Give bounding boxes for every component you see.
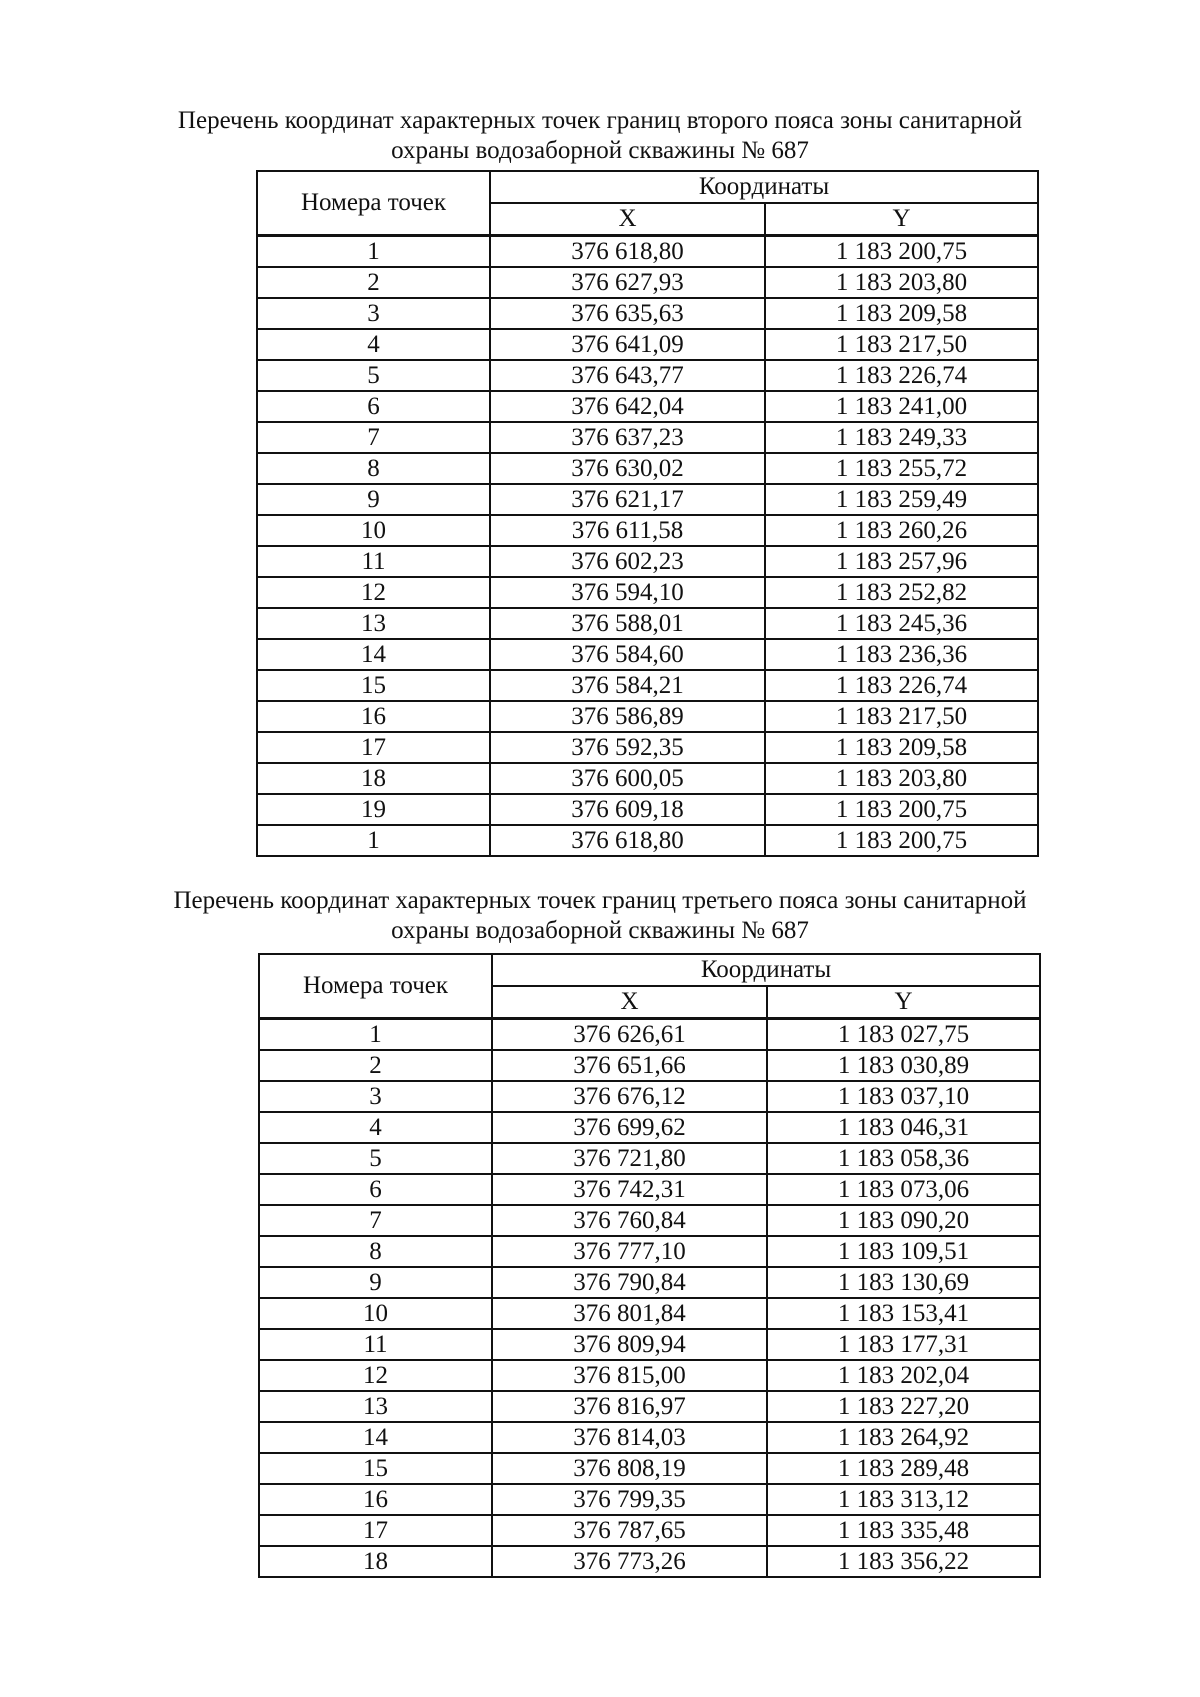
y-coordinate-cell: 1 183 313,12: [767, 1484, 1040, 1515]
table-row: [257, 763, 1038, 794]
y-coordinate-cell: 1 183 257,96: [765, 546, 1038, 577]
point-number-cell: 2: [257, 267, 490, 298]
point-number-cell: 14: [259, 1422, 492, 1453]
x-coordinate-cell: 376 721,80: [492, 1143, 767, 1174]
section-title-zone-3: [150, 886, 1050, 946]
point-number-cell: 17: [257, 732, 490, 763]
x-coordinate-cell: 376 699,62: [492, 1112, 767, 1143]
y-coordinate-cell: 1 183 245,36: [765, 608, 1038, 639]
table-row: [257, 267, 1038, 298]
point-number-cell: 4: [257, 329, 490, 360]
x-coordinate-cell: 376 627,93: [490, 267, 765, 298]
y-coordinate-cell: 1 183 289,48: [767, 1453, 1040, 1484]
x-coordinate-cell: 376 584,60: [490, 639, 765, 670]
point-number-cell: 18: [257, 763, 490, 794]
table-row: [257, 484, 1038, 515]
header-x: X: [490, 203, 765, 236]
y-coordinate-cell: 1 183 037,10: [767, 1081, 1040, 1112]
y-coordinate-cell: 1 183 203,80: [765, 267, 1038, 298]
point-number-cell: 3: [257, 298, 490, 329]
y-coordinate-cell: 1 183 030,89: [767, 1050, 1040, 1081]
y-coordinate-cell: 1 183 260,26: [765, 515, 1038, 546]
table-row: [259, 1236, 1040, 1267]
point-number-cell: 15: [257, 670, 490, 701]
point-number-cell: 16: [259, 1484, 492, 1515]
point-number-cell: 7: [257, 422, 490, 453]
point-number-cell: 9: [259, 1267, 492, 1298]
table-row: [257, 732, 1038, 763]
x-coordinate-cell: 376 621,17: [490, 484, 765, 515]
x-coordinate-cell: 376 588,01: [490, 608, 765, 639]
y-coordinate-cell: 1 183 217,50: [765, 701, 1038, 732]
x-coordinate-cell: 376 600,05: [490, 763, 765, 794]
y-coordinate-cell: 1 183 130,69: [767, 1267, 1040, 1298]
table-row: [259, 1360, 1040, 1391]
table-row: [259, 1081, 1040, 1112]
point-number-cell: 1: [257, 236, 490, 268]
point-number-cell: 9: [257, 484, 490, 515]
y-coordinate-cell: 1 183 202,04: [767, 1360, 1040, 1391]
table-row: [259, 1205, 1040, 1236]
y-coordinate-cell: 1 183 226,74: [765, 670, 1038, 701]
y-coordinate-cell: 1 183 259,49: [765, 484, 1038, 515]
point-number-cell: 12: [257, 577, 490, 608]
x-coordinate-cell: 376 611,58: [490, 515, 765, 546]
y-coordinate-cell: 1 183 109,51: [767, 1236, 1040, 1267]
y-coordinate-cell: 1 183 200,75: [765, 236, 1038, 268]
point-number-cell: 1: [257, 825, 490, 856]
y-coordinate-cell: 1 183 241,00: [765, 391, 1038, 422]
table-row: [257, 794, 1038, 825]
y-coordinate-cell: 1 183 252,82: [765, 577, 1038, 608]
x-coordinate-cell: 376 626,61: [492, 1019, 767, 1051]
table-row: [259, 1174, 1040, 1205]
point-number-cell: 8: [259, 1236, 492, 1267]
x-coordinate-cell: 376 602,23: [490, 546, 765, 577]
y-coordinate-cell: 1 183 255,72: [765, 453, 1038, 484]
y-coordinate-cell: 1 183 217,50: [765, 329, 1038, 360]
table-row: [259, 1050, 1040, 1081]
title-line: Перечень координат характерных точек границ второго пояса зоны санитарной: [177, 107, 1023, 134]
y-coordinate-cell: 1 183 200,75: [765, 825, 1038, 856]
x-coordinate-cell: 376 773,26: [492, 1546, 767, 1577]
y-coordinate-cell: 1 183 203,80: [765, 763, 1038, 794]
y-coordinate-cell: 1 183 027,75: [767, 1019, 1040, 1051]
x-coordinate-cell: 376 799,35: [492, 1484, 767, 1515]
table-row: [259, 1298, 1040, 1329]
header-point-numbers: Номера точек: [259, 954, 492, 1019]
x-coordinate-cell: 376 777,10: [492, 1236, 767, 1267]
y-coordinate-cell: 1 183 200,75: [765, 794, 1038, 825]
x-coordinate-cell: 376 760,84: [492, 1205, 767, 1236]
x-coordinate-cell: 376 814,03: [492, 1422, 767, 1453]
y-coordinate-cell: 1 183 058,36: [767, 1143, 1040, 1174]
y-coordinate-cell: 1 183 356,22: [767, 1546, 1040, 1577]
x-coordinate-cell: 376 801,84: [492, 1298, 767, 1329]
header-y: Y: [765, 203, 1038, 236]
table-row: [257, 825, 1038, 856]
table-row: [257, 453, 1038, 484]
point-number-cell: 13: [257, 608, 490, 639]
coordinates-table-zone-2: [256, 170, 1039, 857]
point-number-cell: 6: [257, 391, 490, 422]
point-number-cell: 11: [257, 546, 490, 577]
y-coordinate-cell: 1 183 335,48: [767, 1515, 1040, 1546]
point-number-cell: 2: [259, 1050, 492, 1081]
point-number-cell: 13: [259, 1391, 492, 1422]
x-coordinate-cell: 376 584,21: [490, 670, 765, 701]
y-coordinate-cell: 1 183 209,58: [765, 298, 1038, 329]
point-number-cell: 5: [257, 360, 490, 391]
x-coordinate-cell: 376 630,02: [490, 453, 765, 484]
x-coordinate-cell: 376 643,77: [490, 360, 765, 391]
table-row: [259, 1453, 1040, 1484]
x-coordinate-cell: 376 586,89: [490, 701, 765, 732]
x-coordinate-cell: 376 676,12: [492, 1081, 767, 1112]
table-row: [257, 639, 1038, 670]
x-coordinate-cell: 376 618,80: [490, 825, 765, 856]
title-line: Перечень координат характерных точек границ третьего пояса зоны санитарной: [173, 887, 1027, 914]
y-coordinate-cell: 1 183 264,92: [767, 1422, 1040, 1453]
point-number-cell: 8: [257, 453, 490, 484]
header-y: Y: [767, 986, 1040, 1019]
y-coordinate-cell: 1 183 046,31: [767, 1112, 1040, 1143]
point-number-cell: 1: [259, 1019, 492, 1051]
x-coordinate-cell: 376 618,80: [490, 236, 765, 268]
title-line: охраны водозаборной скважины № 687: [391, 917, 809, 944]
x-coordinate-cell: 376 787,65: [492, 1515, 767, 1546]
y-coordinate-cell: 1 183 073,06: [767, 1174, 1040, 1205]
table-row: [259, 1391, 1040, 1422]
table-row: [259, 1267, 1040, 1298]
table-row: [257, 670, 1038, 701]
table-row: [257, 701, 1038, 732]
x-coordinate-cell: 376 651,66: [492, 1050, 767, 1081]
y-coordinate-cell: 1 183 177,31: [767, 1329, 1040, 1360]
table-row: [257, 515, 1038, 546]
x-coordinate-cell: 376 742,31: [492, 1174, 767, 1205]
table-row: [259, 1143, 1040, 1174]
y-coordinate-cell: 1 183 227,20: [767, 1391, 1040, 1422]
table-row: [257, 298, 1038, 329]
section-title-zone-2: [150, 106, 1050, 166]
point-number-cell: 17: [259, 1515, 492, 1546]
header-point-numbers: Номера точек: [257, 171, 490, 236]
table-row: [257, 236, 1038, 268]
x-coordinate-cell: 376 816,97: [492, 1391, 767, 1422]
x-coordinate-cell: 376 642,04: [490, 391, 765, 422]
table-row: [257, 329, 1038, 360]
point-number-cell: 15: [259, 1453, 492, 1484]
x-coordinate-cell: 376 815,00: [492, 1360, 767, 1391]
table-row: [259, 1019, 1040, 1051]
y-coordinate-cell: 1 183 236,36: [765, 639, 1038, 670]
point-number-cell: 6: [259, 1174, 492, 1205]
table-row: [259, 1329, 1040, 1360]
point-number-cell: 19: [257, 794, 490, 825]
point-number-cell: 18: [259, 1546, 492, 1577]
x-coordinate-cell: 376 808,19: [492, 1453, 767, 1484]
point-number-cell: 4: [259, 1112, 492, 1143]
point-number-cell: 11: [259, 1329, 492, 1360]
point-number-cell: 10: [257, 515, 490, 546]
header-coordinates: Координаты: [490, 171, 1038, 203]
point-number-cell: 10: [259, 1298, 492, 1329]
x-coordinate-cell: 376 790,84: [492, 1267, 767, 1298]
table-row: [259, 1422, 1040, 1453]
point-number-cell: 5: [259, 1143, 492, 1174]
x-coordinate-cell: 376 635,63: [490, 298, 765, 329]
table-row: [257, 360, 1038, 391]
y-coordinate-cell: 1 183 090,20: [767, 1205, 1040, 1236]
table-row: [259, 1484, 1040, 1515]
x-coordinate-cell: 376 609,18: [490, 794, 765, 825]
coordinates-table-zone-3: [258, 953, 1041, 1578]
table-row: [257, 608, 1038, 639]
title-line: охраны водозаборной скважины № 687: [391, 137, 809, 164]
table-row: [259, 1112, 1040, 1143]
x-coordinate-cell: 376 592,35: [490, 732, 765, 763]
point-number-cell: 16: [257, 701, 490, 732]
point-number-cell: 12: [259, 1360, 492, 1391]
x-coordinate-cell: 376 809,94: [492, 1329, 767, 1360]
x-coordinate-cell: 376 641,09: [490, 329, 765, 360]
y-coordinate-cell: 1 183 226,74: [765, 360, 1038, 391]
table-row: [257, 546, 1038, 577]
point-number-cell: 7: [259, 1205, 492, 1236]
y-coordinate-cell: 1 183 249,33: [765, 422, 1038, 453]
table-row: [259, 1515, 1040, 1546]
table-row: [257, 391, 1038, 422]
x-coordinate-cell: 376 637,23: [490, 422, 765, 453]
header-coordinates: Координаты: [492, 954, 1040, 986]
x-coordinate-cell: 376 594,10: [490, 577, 765, 608]
table-row: [259, 1546, 1040, 1577]
y-coordinate-cell: 1 183 209,58: [765, 732, 1038, 763]
point-number-cell: 14: [257, 639, 490, 670]
y-coordinate-cell: 1 183 153,41: [767, 1298, 1040, 1329]
point-number-cell: 3: [259, 1081, 492, 1112]
table-row: [257, 422, 1038, 453]
header-x: X: [492, 986, 767, 1019]
table-row: [257, 577, 1038, 608]
